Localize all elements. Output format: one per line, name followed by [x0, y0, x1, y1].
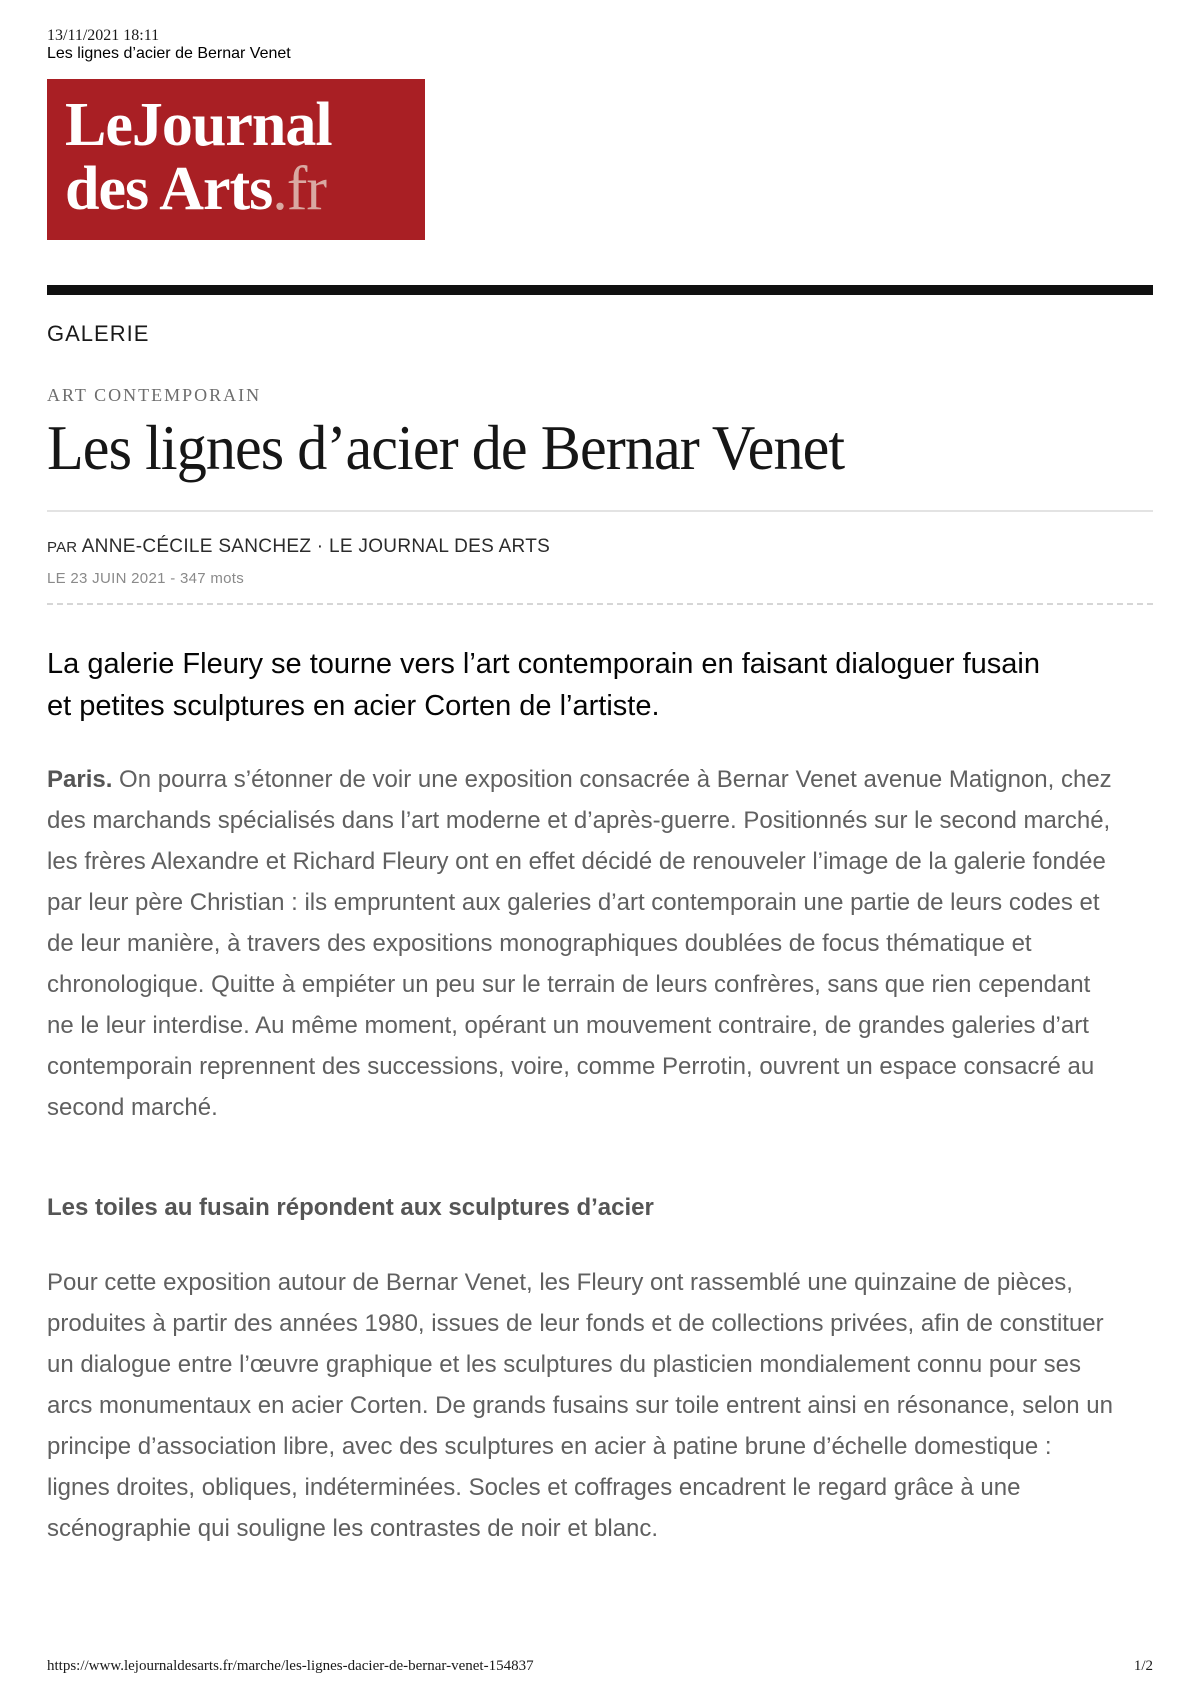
- print-footer-page: 1/2: [1133, 1658, 1153, 1674]
- article-paragraph-1: [47, 759, 1119, 1128]
- top-divider-bar: [47, 285, 1153, 295]
- logo: [47, 79, 425, 240]
- dateline: LE 23 JUIN 2021 - 347 mots: [47, 570, 245, 587]
- article-lead: La galerie Fleury se tourne vers l’art contemporain en faisant dialoguer fusain et petites sculptures en acier Corten de l’artiste.: [47, 648, 1040, 722]
- rule-above-byline: [47, 510, 1153, 512]
- byline-author: ANNE-CÉCILE SANCHEZ · LE JOURNAL DES ARTS: [81, 536, 551, 557]
- logo-line1: LeJournal: [65, 91, 332, 159]
- byline: [47, 536, 1153, 558]
- article-title: Les lignes d’acier de Bernar Venet: [47, 412, 845, 483]
- section-label: GALERIE: [47, 321, 150, 346]
- paragraph-city-lead: Paris.: [47, 766, 113, 793]
- article-paragraph-2: Pour cette exposition autour de Bernar Venet, les Fleury ont rassemblé une quinzaine de pièces, produites à partir des années 1980, issues de leur fonds et de collections privées, afin de constituer un dialogue entre l’œuvre graphique et les sculptures du plasticien mondialement connu pour ses arcs monumentaux en acier Corten. De grands fusains sur toile entrent ainsi en résonance, selon un principe d’association libre, avec des sculptures en acier à patine brune d’échelle domestique : lignes droites, obliques, indéterminées. Socles et coffrages encadrent le regard grâce à une scénographie qui souligne les contrastes de noir et blanc.: [47, 1269, 1113, 1542]
- logo-fr-suffix: .fr: [272, 155, 327, 223]
- category-label: ART CONTEMPORAIN: [47, 385, 262, 405]
- print-header: [47, 0, 1153, 45]
- article-subheading: Les toiles au fusain répondent aux sculptures d’acier: [47, 1194, 654, 1221]
- print-footer: [47, 1658, 1153, 1675]
- print-datetime: 13/11/2021 18:11: [47, 27, 160, 44]
- print-footer-url: https://www.lejournaldesarts.fr/marche/les-lignes-dacier-de-bernar-venet-154837: [47, 1658, 534, 1674]
- print-document-title: Les lignes d’acier de Bernar Venet: [47, 45, 291, 62]
- byline-prefix: PAR: [47, 539, 82, 556]
- logo-line2: des Arts.fr: [65, 155, 327, 223]
- paragraph-1-text: On pourra s’étonner de voir une exposition consacrée à Bernar Venet avenue Matignon, chez des marchands spécialisés dans l’art moderne et d’après-guerre. Positionnés sur le second marché, les frères Alexandre et Richard Fleury ont en effet décidé de renouveler l’image de la galerie fondée par leur père Christian : ils empruntent aux galeries d’art contemporain une partie de leurs codes et de leur manière, à travers des expositions monographiques doublées de focus thématique et chronologique. Quitte à empiéter un peu sur le terrain de leurs confrères, sans que rien cependant ne le leur interdise. Au même moment, opérant un mouvement contraire, de grandes galeries d’art contemporain reprennent des successions, voire, comme Perrotin, ouvrent un espace consacré au second marché.: [47, 766, 1112, 1121]
- rule-below-dateline: [47, 603, 1153, 605]
